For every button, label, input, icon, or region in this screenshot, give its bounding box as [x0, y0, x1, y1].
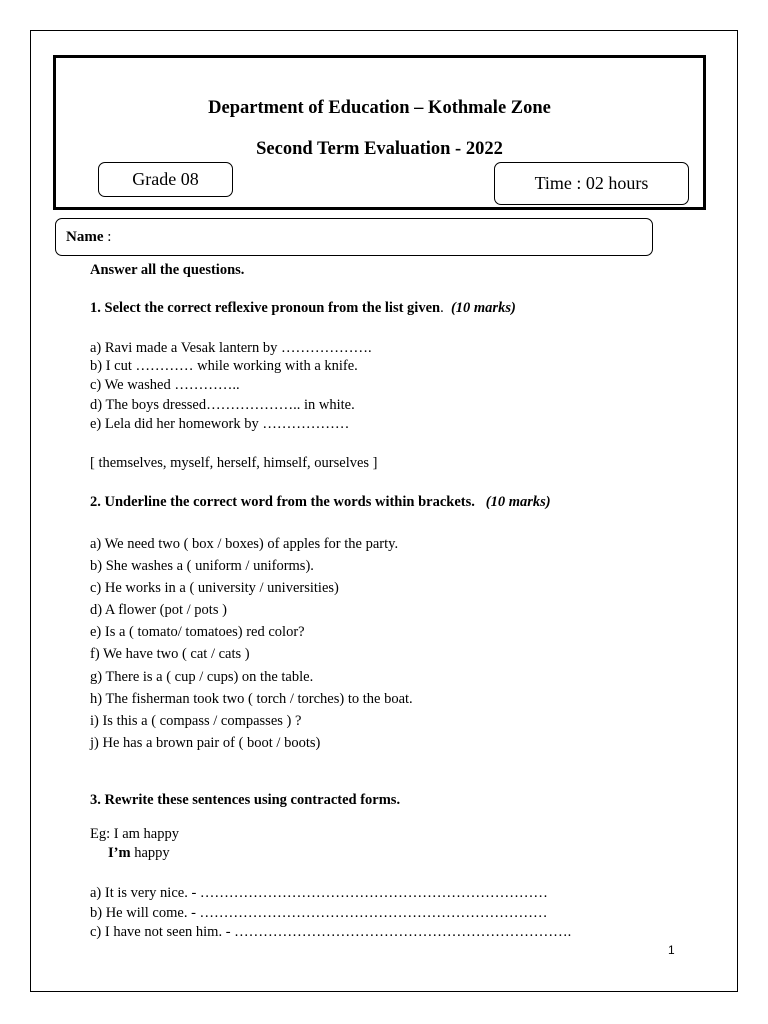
q1-title: 1. Select the correct reflexive pronoun from the list given — [90, 300, 441, 316]
q1-word-list: [ themselves, myself, herself, himself, ourselves ] — [90, 455, 378, 471]
q2-item-d: d) A flower (pot / pots ) — [90, 602, 227, 618]
q1-item-e: e) Lela did her homework by ……………… — [90, 416, 350, 432]
q2-item-c: c) He works in a ( university / universities) — [90, 580, 339, 596]
department-title: Department of Education – Kothmale Zone — [208, 98, 551, 118]
q1-heading: 1. Select the correct reflexive pronoun from the list given. (10 marks) — [90, 300, 516, 316]
q3-example-answer — [108, 845, 170, 862]
page-number: 1 — [668, 943, 675, 957]
q3-example: Eg: I am happy — [90, 826, 179, 842]
q2-item-h: h) The fisherman took two ( torch / torches) to the boat. — [90, 691, 413, 707]
q2-item-i: i) Is this a ( compass / compasses ) ? — [90, 713, 302, 729]
q1-item-c: c) We washed ………….. — [90, 377, 240, 393]
q3-example-rest: happy — [130, 845, 170, 861]
q2-title: 2. Underline the correct word from the words within brackets. — [90, 494, 475, 510]
instruction: Answer all the questions. — [90, 262, 245, 278]
q2-item-b: b) She washes a ( uniform / uniforms). — [90, 558, 314, 574]
q3-item-b: b) He will come. - ……………………………………………………………… — [90, 905, 548, 921]
name-field[interactable] — [55, 218, 653, 256]
q3-item-c: c) I have not seen him. - ……………………………………………………………. — [90, 924, 572, 940]
name-label: Name — [66, 229, 104, 245]
name-separator: : — [103, 229, 112, 245]
q1-marks: (10 marks) — [450, 300, 516, 316]
q1-item-b: b) I cut ………… while working with a knife. — [90, 358, 358, 374]
q2-item-e: e) Is a ( tomato/ tomatoes) red color? — [90, 624, 305, 640]
q2-heading — [90, 494, 551, 511]
q1-item-d: d) The boys dressed……………….. in white. — [90, 397, 355, 413]
grade-label: Grade 08 — [98, 162, 233, 197]
header-box — [53, 55, 706, 210]
q3-title: 3. Rewrite these sentences using contracted forms. — [90, 792, 401, 808]
q2-item-g: g) There is a ( cup / cups) on the table. — [90, 669, 314, 685]
q2-item-a: a) We need two ( box / boxes) of apples for the party. — [90, 536, 399, 552]
q3-item-a: a) It is very nice. - ……………………………………………………………… — [90, 885, 548, 901]
q2-marks: (10 marks) — [485, 494, 551, 510]
q2-item-f: f) We have two ( cat / cats ) — [90, 646, 250, 662]
q3-example-contraction: I’m — [108, 845, 131, 861]
time-label: Time : 02 hours — [494, 162, 689, 205]
q2-item-j: j) He has a brown pair of ( boot / boots) — [90, 735, 321, 751]
evaluation-title: Second Term Evaluation - 2022 — [256, 139, 503, 159]
q1-item-a: a) Ravi made a Vesak lantern by ………………. — [90, 340, 372, 356]
